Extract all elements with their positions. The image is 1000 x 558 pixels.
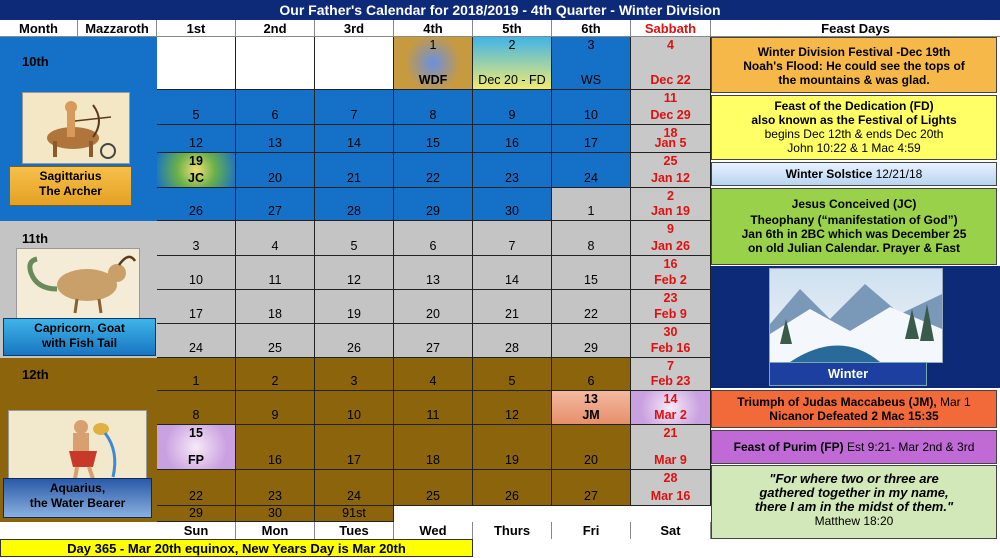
sabbath-day-cell: [631, 391, 711, 425]
day-cell: [552, 290, 631, 324]
day-cell: [473, 153, 552, 188]
day-cell: [394, 391, 473, 425]
feast-jm-line2: Nicanor Defeated 2 Mac 15:35: [769, 409, 939, 423]
sabbath-day-cell: [631, 290, 711, 324]
feast-ws-label: Winter Solstice: [785, 167, 873, 181]
day-number: 13: [584, 392, 598, 406]
day-cell: [473, 256, 552, 290]
day-cell: [394, 188, 473, 221]
day-number: 19: [347, 307, 361, 321]
equinox-note: Day 365 - Mar 20th equinox, New Years Day is Mar 20th: [0, 539, 473, 557]
day-cell: [236, 125, 315, 153]
day-number: 15: [584, 273, 598, 287]
winter-photo: [769, 268, 943, 363]
feast-dedication: [711, 95, 997, 160]
sabbath-day-cell: [631, 153, 711, 188]
sabbath-day-cell: [631, 221, 711, 256]
day-number: 28: [505, 341, 519, 355]
weekday-label: Wed: [394, 522, 473, 539]
sabbath-day-cell: [631, 425, 711, 470]
feast-jm-date: Mar 1: [940, 395, 971, 409]
capricorn-label: [3, 318, 156, 356]
day-cell: [394, 37, 473, 90]
day-cell: [473, 358, 552, 391]
day-number: 16: [268, 453, 282, 467]
day-number: 25: [426, 489, 440, 503]
day-number: 23: [663, 291, 678, 305]
day-cell: [473, 37, 552, 90]
day-cell: [236, 425, 315, 470]
day-number: 24: [347, 489, 361, 503]
day-cell: [157, 425, 236, 470]
day-annotation: Feb 2: [654, 273, 687, 287]
header-day-3: 3rd: [315, 20, 394, 37]
day-annotation: Jan 12: [651, 171, 690, 185]
winter-label: Winter: [769, 362, 927, 386]
aquarius-label: [3, 478, 152, 518]
day-number: 17: [584, 136, 598, 150]
weekday-label: Fri: [552, 522, 631, 539]
feast-jc-line1: Jesus Conceived (JC): [791, 197, 917, 211]
day-number: 18: [268, 307, 282, 321]
day-cell: [394, 324, 473, 358]
day-cell: [236, 506, 315, 522]
day-number: 27: [584, 489, 598, 503]
day-number: 14: [347, 136, 361, 150]
day-number: 11: [268, 273, 282, 287]
day-cell: [394, 221, 473, 256]
day-number: 1: [429, 38, 437, 52]
day-number: 25: [268, 341, 282, 355]
month-label-10th: 10th: [22, 54, 49, 69]
day-number: 25: [663, 154, 678, 168]
day-number: 14: [505, 273, 519, 287]
day-cell: [236, 153, 315, 188]
month-label-11th: 11th: [22, 231, 49, 246]
day-cell: [552, 425, 631, 470]
day-cell: [552, 324, 631, 358]
sabbath-day-cell: [631, 470, 711, 506]
sabbath-day-cell: [631, 37, 711, 90]
day-number: 12: [347, 273, 361, 287]
sabbath-day-cell: [631, 256, 711, 290]
aquarius-name: Aquarius,: [49, 481, 106, 495]
feast-fp-date: Est 9:21- Mar 2nd & 3rd: [846, 440, 975, 454]
day-number: 2: [508, 38, 516, 52]
feast-jc-line4: on old Julian Calendar. Prayer & Fast: [747, 241, 961, 255]
day-number: 21: [505, 307, 519, 321]
day-cell: [315, 37, 394, 90]
day-cell: [157, 391, 236, 425]
day-number: 2: [667, 189, 674, 203]
day-cell: [236, 90, 315, 125]
feast-jc-line2: Theophany (“manifestation of God”): [750, 213, 958, 227]
day-number: 5: [192, 108, 200, 122]
day-number: 18: [663, 126, 678, 140]
capricorn-name: Capricorn, Goat: [34, 321, 125, 335]
feast-fd-line2: also known as the Festival of Lights: [751, 113, 957, 127]
day-cell: [394, 290, 473, 324]
day-number: 8: [587, 239, 595, 253]
day-cell: [315, 90, 394, 125]
day-number: 11: [426, 408, 440, 422]
day-cell: [473, 324, 552, 358]
day-annotation: Mar 16: [650, 489, 691, 503]
day-number: 11: [663, 91, 678, 105]
day-number: 10: [347, 408, 361, 422]
day-cell: [394, 256, 473, 290]
day-number: 28: [663, 471, 678, 485]
day-number: 24: [584, 171, 598, 185]
day-number: 9: [271, 408, 279, 422]
day-cell: [157, 188, 236, 221]
aquarius-illustration: [8, 410, 147, 482]
capricorn-subtitle: with Fish Tail: [41, 336, 118, 350]
day-number: 10: [189, 273, 203, 287]
day-cell: [315, 256, 394, 290]
day-cell: [552, 90, 631, 125]
day-cell: [157, 506, 236, 522]
capricorn-illustration: [16, 248, 140, 320]
feast-fd-line4: John 10:22 & 1 Mac 4:59: [787, 141, 921, 155]
day-cell: [552, 125, 631, 153]
day-cell: [552, 358, 631, 391]
day-number: 12: [505, 408, 519, 422]
feast-purim: [711, 430, 997, 464]
day-cell: [157, 37, 236, 90]
feast-jc-line3: Jan 6th in 2BC which was December 25: [741, 227, 967, 241]
day-number: 22: [584, 307, 598, 321]
day-number: 2: [271, 374, 279, 388]
day-cell: [157, 324, 236, 358]
day-annotation: Dec 29: [650, 108, 691, 122]
day-cell: [315, 470, 394, 506]
day-cell: [473, 125, 552, 153]
day-number: 5: [508, 374, 516, 388]
day-cell: [473, 391, 552, 425]
header-day-6: 6th: [552, 20, 631, 37]
day-number: 7: [508, 239, 516, 253]
day-cell: [394, 125, 473, 153]
day-number: 4: [429, 374, 437, 388]
day-number: 4: [667, 38, 674, 52]
calendar-title: Our Father's Calendar for 2018/2019 - 4th Quarter - Winter Division: [0, 0, 1000, 20]
day-number: 29: [584, 341, 598, 355]
day-annotation: Feb 16: [650, 341, 691, 355]
day-number: 12: [189, 136, 203, 150]
winter-panel: [711, 266, 1000, 388]
day-number: 4: [271, 239, 279, 253]
day-cell: [315, 125, 394, 153]
sabbath-day-cell: [631, 188, 711, 221]
day-number: 26: [505, 489, 519, 503]
day-cell: [315, 290, 394, 324]
feast-wdf-line3: the mountains & was glad.: [778, 73, 930, 87]
day-cell: [315, 425, 394, 470]
quote-line3: there I am in the midst of them.": [754, 499, 954, 514]
sabbath-day-cell: [631, 90, 711, 125]
day-cell: [394, 470, 473, 506]
day-number: 15: [189, 426, 203, 440]
day-cell: [315, 153, 394, 188]
day-cell: [552, 188, 631, 221]
day-number: 30: [663, 325, 678, 339]
feast-jesus-conceived: [711, 188, 997, 265]
header-sabbath: Sabbath: [631, 20, 711, 37]
day-number: 9: [667, 222, 674, 236]
day-number: 29: [189, 506, 203, 520]
day-cell: [157, 358, 236, 391]
day-cell: [236, 470, 315, 506]
day-annotation: Mar 9: [654, 453, 687, 467]
day-number: 9: [508, 108, 516, 122]
day-cell: [394, 425, 473, 470]
quote-line1: "For where two or three are: [769, 471, 939, 486]
day-cell: [552, 153, 631, 188]
day-cell: [315, 506, 394, 522]
day-annotation: WDF: [418, 73, 448, 87]
day-number: 28: [347, 204, 361, 218]
day-cell: [473, 425, 552, 470]
day-cell: [394, 358, 473, 391]
day-cell: [473, 290, 552, 324]
feast-fp-label: Feast of Purim (FP): [733, 440, 844, 454]
day-cell: [157, 153, 236, 188]
day-number: 22: [426, 171, 440, 185]
day-number: 24: [189, 341, 203, 355]
day-cell: [315, 324, 394, 358]
day-cell: [236, 188, 315, 221]
day-cell: [157, 221, 236, 256]
day-cell: [552, 37, 631, 90]
day-annotation: JM: [582, 408, 600, 422]
day-cell: [157, 90, 236, 125]
day-number: 30: [268, 506, 282, 520]
feast-jm-line1: Triumph of Judas Maccabeus (JM),: [737, 395, 937, 409]
weekday-label: Sun: [157, 522, 236, 539]
aquarius-subtitle: the Water Bearer: [29, 496, 126, 510]
day-number: 19: [505, 453, 519, 467]
day-number: 91st: [342, 506, 366, 520]
day-annotation: WS: [580, 73, 602, 87]
month-label-12th: 12th: [22, 367, 49, 382]
weekday-label: Thurs: [473, 522, 552, 539]
day-cell: [315, 358, 394, 391]
sabbath-day-cell: [631, 324, 711, 358]
scripture-quote: [711, 465, 997, 539]
day-cell: [473, 188, 552, 221]
feast-fd-line1: Feast of the Dedication (FD): [774, 99, 934, 113]
day-annotation: Jan 19: [651, 204, 690, 218]
day-number: 14: [663, 392, 678, 406]
day-annotation: Mar 2: [654, 408, 687, 422]
day-number: 27: [426, 341, 440, 355]
day-cell: [473, 221, 552, 256]
day-cell: [394, 153, 473, 188]
feast-fd-line3: begins Dec 12th & ends Dec 20th: [764, 127, 944, 141]
day-cell: [236, 391, 315, 425]
day-cell: [394, 90, 473, 125]
sagittarius-illustration: [22, 92, 130, 164]
day-cell: [236, 358, 315, 391]
day-cell: [157, 125, 236, 153]
day-number: 30: [505, 204, 519, 218]
day-cell: [157, 290, 236, 324]
day-number: 6: [587, 374, 595, 388]
weekday-label: Mon: [236, 522, 315, 539]
feast-wdf-line1: Winter Division Festival -Dec 19th: [757, 45, 951, 59]
day-number: 21: [347, 171, 361, 185]
day-cell: [473, 470, 552, 506]
sagittarius-name: Sagittarius: [39, 169, 102, 183]
day-number: 29: [426, 204, 440, 218]
weekday-label: Sat: [631, 522, 711, 539]
day-number: 3: [350, 374, 358, 388]
sagittarius-label: [9, 166, 132, 206]
day-cell: [473, 90, 552, 125]
day-annotation: Feb 9: [654, 307, 687, 321]
sabbath-day-cell: [631, 358, 711, 391]
day-number: 15: [426, 136, 440, 150]
day-number: 21: [663, 426, 678, 440]
feast-ws-date: 12/21/18: [875, 167, 923, 181]
day-cell: [552, 221, 631, 256]
day-number: 27: [268, 204, 282, 218]
header-mazzaroth: Mazzaroth: [78, 20, 157, 37]
day-number: 20: [584, 453, 598, 467]
day-number: 17: [189, 307, 203, 321]
day-number: 26: [189, 204, 203, 218]
day-number: 23: [268, 489, 282, 503]
day-cell: [236, 290, 315, 324]
day-number: 7: [667, 359, 674, 373]
feast-winter-solstice: [711, 162, 997, 186]
header-month: Month: [0, 20, 78, 37]
quote-reference: Matthew 18:20: [814, 514, 894, 528]
day-number: 16: [663, 257, 678, 271]
day-number: 8: [429, 108, 437, 122]
day-cell: [315, 188, 394, 221]
feast-winter-division-festival: [711, 37, 997, 93]
day-number: 16: [505, 136, 519, 150]
day-number: 3: [192, 239, 200, 253]
weekday-label: Tues: [315, 522, 394, 539]
day-number: 23: [505, 171, 519, 185]
day-cell: [315, 391, 394, 425]
day-cell: [157, 470, 236, 506]
day-number: 20: [426, 307, 440, 321]
day-number: 6: [271, 108, 279, 122]
feast-judas-maccabeus: [711, 390, 997, 428]
day-number: 7: [350, 108, 358, 122]
day-number: 1: [587, 204, 595, 218]
day-number: 26: [347, 341, 361, 355]
day-number: 22: [189, 489, 203, 503]
day-annotation: Dec 22: [650, 73, 691, 87]
header-day-5: 5th: [473, 20, 552, 37]
day-annotation: Dec 20 - FD: [478, 73, 546, 87]
day-annotation: Jan 5: [654, 136, 687, 150]
day-cell: [236, 221, 315, 256]
day-number: 19: [189, 154, 203, 168]
day-cell: [236, 324, 315, 358]
day-number: 13: [268, 136, 282, 150]
day-number: 6: [429, 239, 437, 253]
day-annotation: Jan 26: [651, 239, 690, 253]
sagittarius-subtitle: The Archer: [39, 184, 102, 198]
day-cell: [157, 256, 236, 290]
day-annotation: JC: [188, 171, 204, 185]
feast-wdf-line2: Noah's Flood: He could see the tops of: [743, 59, 965, 73]
day-number: 20: [268, 171, 282, 185]
day-cell: [552, 256, 631, 290]
header-day-4: 4th: [394, 20, 473, 37]
day-number: 10: [584, 108, 598, 122]
quote-line2: gathered together in my name,: [759, 485, 949, 500]
day-cell: [236, 37, 315, 90]
day-number: 1: [192, 374, 200, 388]
day-number: 5: [350, 239, 358, 253]
feast-days-header: Feast Days: [711, 20, 1000, 37]
day-cell: [315, 221, 394, 256]
day-number: 18: [426, 453, 440, 467]
sabbath-day-cell: [631, 125, 711, 153]
day-cell: [552, 470, 631, 506]
header-day-1: 1st: [157, 20, 236, 37]
day-number: 17: [347, 453, 361, 467]
day-annotation: Feb 23: [650, 374, 691, 388]
day-number: 13: [426, 273, 440, 287]
day-number: 8: [192, 408, 200, 422]
day-cell: [552, 391, 631, 425]
day-number: 3: [587, 38, 595, 52]
day-cell: [236, 256, 315, 290]
header-day-2: 2nd: [236, 20, 315, 37]
day-annotation: FP: [188, 453, 204, 467]
